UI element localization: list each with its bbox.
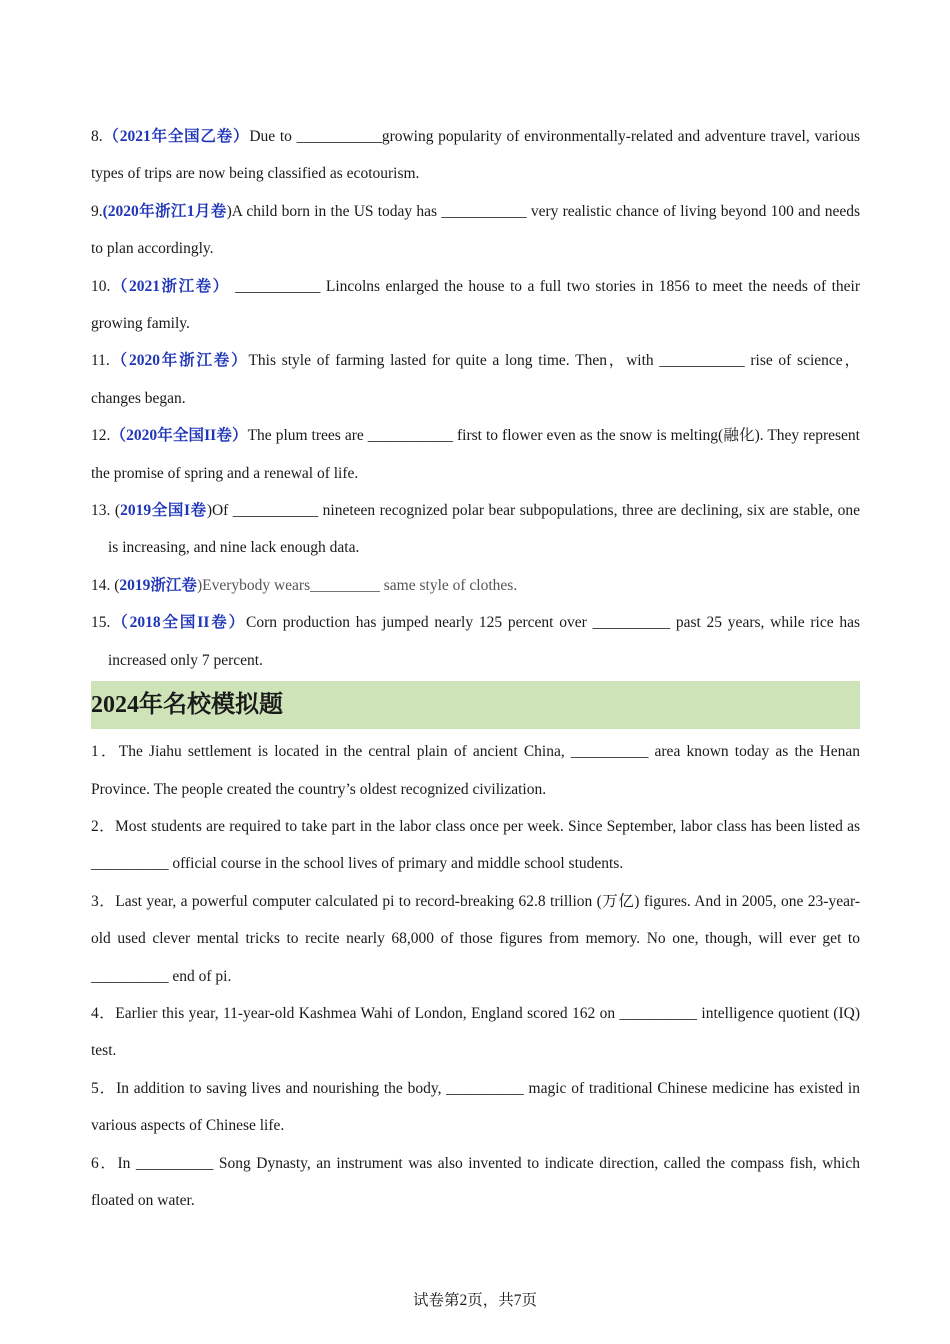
question-10: 10.（2021浙江卷） ___________ Lincolns enlarged the house to a full two stories in 1856 to meet the needs of their growing family. (91, 277, 861, 333)
question-source: （2021浙江卷） (110, 277, 230, 295)
question-8: 8.（2021年全国乙卷）Due to ___________growing popularity of environmentally-related and adventure travel, various types of trips are now being classified as ecotourism. (91, 128, 860, 183)
mock-question-6: 6．In __________ Song Dynasty, an instrument was also invented to indicate direction, called the compass fish, which floated on water. (91, 1154, 860, 1209)
mock-question-1: 1．The Jiahu settlement is located in the central plain of ancient China, __________ area known today as the Henan Province. The people created the country’s oldest recognized civilization. (91, 743, 860, 798)
answer-blank[interactable]: __________ (446, 1079, 524, 1097)
answer-blank[interactable]: ___________ (441, 202, 527, 220)
question-source: (2020年浙江1月卷 (102, 202, 227, 220)
section-title: 2024年名校模拟题 (91, 681, 860, 729)
question-15: 15.（2018全国II卷）Corn production has jumped nearly 125 percent over __________ past 25 years, while rice has increased only 7 percent. (91, 614, 860, 669)
question-source: （2018全国II卷） (110, 614, 247, 632)
mock-question-3: 3．Last year, a powerful computer calculated pi to record-breaking 62.8 trillion (万亿) figures. And in 2005, one 23-year-old used clever mental tricks to recite nearly 68,000 of those figures from memory. No one, though, will ever get to __________ end of pi. (91, 892, 860, 985)
question-12: 12.（2020年全国II卷）The plum trees are ___________ first to flower even as the snow is melting(融化). They represent the promise of spring and a renewal of life. (91, 427, 860, 482)
document-body (91, 118, 860, 1219)
question-9: 9.(2020年浙江1月卷)A child born in the US today has ___________ very realistic chance of living beyond 100 and needs to plan accordingly. (91, 202, 860, 258)
mock-question-4: 4．Earlier this year, 11-year-old Kashmea Wahi of London, England scored 162 on __________ intelligence quotient (IQ) test. (91, 1004, 860, 1060)
question-14: 14. (2019浙江卷)Everybody wears_________ same style of clothes. (91, 576, 518, 594)
answer-blank[interactable]: _________ (310, 576, 380, 594)
answer-blank[interactable]: ___________ (232, 502, 319, 520)
answer-blank[interactable]: __________ (570, 743, 649, 761)
mock-question-2: 2．Most students are required to take part in the labor class once per week. Since September, labor class has been listed as __________ official course in the school lives of primary and middle school students. (91, 817, 860, 873)
answer-blank[interactable]: __________ (619, 1004, 698, 1022)
question-source: 2019浙江卷 (119, 576, 197, 594)
question-source: （2021年全国乙卷） (102, 128, 250, 145)
answer-blank[interactable]: __________ (592, 614, 671, 632)
answer-blank[interactable]: __________ (91, 967, 169, 985)
answer-blank[interactable]: ___________ (367, 427, 453, 445)
answer-blank[interactable]: __________ (91, 855, 169, 873)
question-source: 2019全国I卷 (120, 502, 207, 520)
answer-blank[interactable]: ___________ (296, 128, 382, 145)
answer-blank[interactable]: ___________ (235, 277, 321, 295)
answer-blank[interactable]: __________ (135, 1154, 214, 1172)
question-11: 11.（2020年浙江卷）This style of farming lasted for quite a long time. Then，with ___________ rise of science，changes began. (91, 352, 860, 407)
mock-question-5: 5．In addition to saving lives and nourishing the body, __________ magic of traditional Chinese medicine has existed in various aspects of Chinese life. (91, 1079, 860, 1135)
page-footer: 试卷第2页，共7页 (412, 1292, 537, 1309)
answer-blank[interactable]: ___________ (659, 352, 745, 370)
question-13: 13. (2019全国I卷)Of ___________ nineteen recognized polar bear subpopulations, three are declining, six are stable, one is increasing, and nine lack enough data. (91, 502, 860, 557)
question-source: （2020年全国II卷） (110, 427, 248, 445)
question-source: （2020年浙江卷） (109, 352, 249, 370)
